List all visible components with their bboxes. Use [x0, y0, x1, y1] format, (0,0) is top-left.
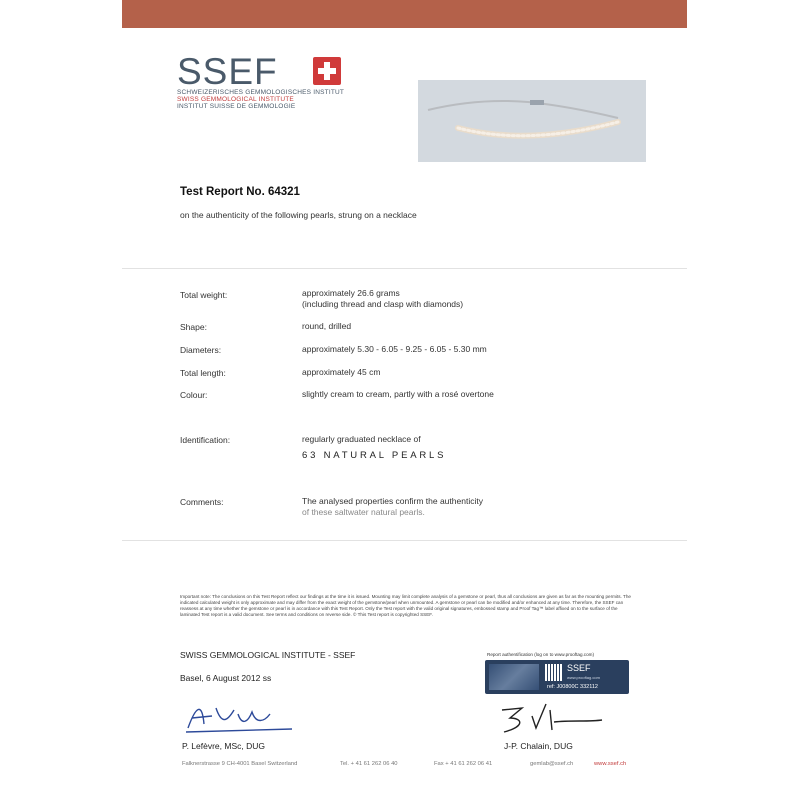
report-subtitle: on the authenticity of the following pearls, strung on a necklace — [180, 210, 417, 220]
identification-result: 63 NATURAL PEARLS — [302, 450, 447, 461]
footer-tel: Tel. + 41 61 262 06 40 — [340, 761, 398, 767]
footer-address: Falknerstrasse 9 CH-4001 Basel Switzerland — [182, 761, 298, 767]
identification-value: regularly graduated necklace of — [302, 434, 421, 444]
signer-chalain: J-P. Chalain, DUG — [504, 741, 573, 751]
logo-wordmark: SSEF — [177, 51, 278, 92]
tag-reference: ref: J00800C 332112 — [547, 684, 598, 690]
important-note: Important note: The conclusions on this Test Report reflect our findings at the time it is issued. Mounting may limit complete analysis of a gemstone or pearl, thus all conclusions are given as far as the mounting permits. The indicated calculated weight is only approximate and may differ from the exact weight of the gemstone/pearl when unmounted. A gemstone or pearl can be modified and/or enhanced at any time. Therefore, the SSEF can reassess at any time whether the gemstone or pearl is in accordance with this Test Report. Only the Test report with the valid original signatures, embossed stamp and Proof Tag™ label affixed on to the surface of the laminated Test report is a valid document. See terms and conditions on reverse side. © This Test report is copyrighted SSEF. — [180, 594, 631, 617]
signer-lefevre: P. Lefèvre, MSc, DUG — [182, 741, 265, 751]
shape-value: round, drilled — [302, 321, 352, 331]
ssef-logo — [177, 51, 347, 110]
total-weight-note: (including thread and clasp with diamonds) — [302, 299, 464, 309]
fold-line — [122, 268, 687, 269]
logo-line-english: SWISS GEMMOLOGICAL INSTITUTE — [177, 96, 294, 103]
total-weight-label: Total weight: — [180, 290, 228, 300]
comments-label: Comments: — [180, 497, 224, 507]
total-weight-amount: approximately 26.6 grams — [302, 288, 400, 298]
diameters-label: Diameters: — [180, 345, 222, 355]
footer-email[interactable]: gemlab@ssef.ch — [530, 761, 574, 767]
logo-line-french: INSTITUT SUISSE DE GEMMOLOGIE — [177, 103, 296, 110]
comments-line-1: The analysed properties confirm the authenticity — [302, 496, 483, 506]
institute-name: SWISS GEMMOLOGICAL INSTITUTE - SSEF — [180, 650, 356, 660]
report-date: Basel, 6 August 2012 ss — [180, 673, 272, 683]
report-title: Test Report No. 64321 — [180, 186, 300, 198]
datamatrix-code-icon — [545, 664, 562, 681]
comments-line-2: of these saltwater natural pearls. — [302, 507, 425, 517]
total-length-value: approximately 45 cm — [302, 367, 381, 377]
tag-url: www.prooftag.com — [567, 675, 600, 680]
diameters-value: approximately 5.30 - 6.05 - 9.25 - 6.05 - 5.30 mm — [302, 344, 487, 354]
swiss-cross-icon — [313, 57, 341, 85]
hologram-icon — [489, 664, 539, 690]
test-report-page — [122, 28, 687, 800]
identification-label: Identification: — [180, 435, 231, 445]
comments-value — [302, 496, 483, 518]
footer-website-link[interactable]: www.ssef.ch — [594, 761, 627, 767]
pearl-necklace-image — [418, 80, 646, 162]
colour-value: slightly cream to cream, partly with a rosé overtone — [302, 389, 494, 399]
header-band — [122, 0, 687, 28]
signature-lefevre — [182, 696, 302, 736]
footer-fax: Fax + 41 61 262 06 41 — [434, 761, 493, 767]
total-length-label: Total length: — [180, 368, 226, 378]
colour-label: Colour: — [180, 390, 208, 400]
signature-chalain — [492, 696, 612, 736]
tag-brand: SSEF — [567, 663, 591, 673]
necklace-photo — [418, 80, 646, 162]
total-weight-value — [302, 288, 463, 310]
fold-line — [122, 540, 687, 541]
prooftag-label — [485, 660, 629, 694]
shape-label: Shape: — [180, 322, 207, 332]
logo-line-german: SCHWEIZERISCHES GEMMOLOGISCHES INSTITUT — [177, 89, 345, 96]
authentication-label: Report authentification (log on to www.prooftag.com) — [487, 652, 594, 657]
